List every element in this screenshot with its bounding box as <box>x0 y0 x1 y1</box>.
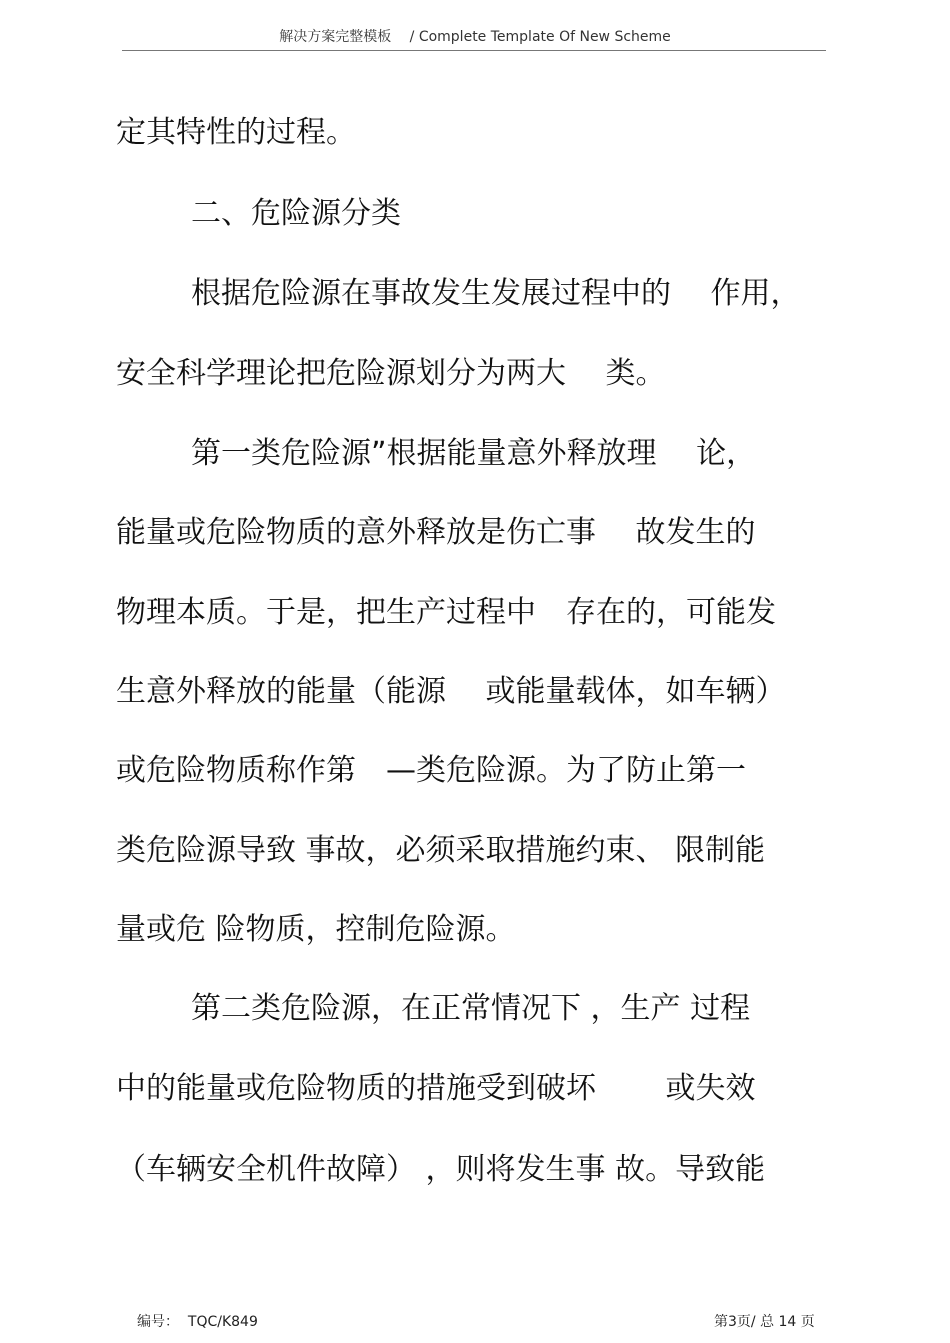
body-line: 定其特性的过程。 <box>116 115 356 150</box>
body-line: 或危险物质称作第 —类危险源。为了防止第一 <box>116 753 746 788</box>
body-line: 物理本质。于是，把生产过程中 存在的，可能发 <box>116 595 776 630</box>
header-divider <box>122 50 826 51</box>
body-line: 根据危险源在事故发生发展过程中的 作用， <box>191 276 801 311</box>
document-code: 编号： TQC/K849 <box>137 1314 258 1330</box>
page-number: 第3页/ 总 14 页 <box>714 1314 815 1330</box>
body-line: 中的能量或危险物质的措施受到破坏 或失效 <box>116 1071 756 1106</box>
section-heading: 二、危险源分类 <box>191 196 401 231</box>
body-line: 第二类危险源，在正常情况下 ，生产 过程 <box>191 991 751 1026</box>
page-header: 解决方案完整模板 / Complete Template Of New Scheme <box>279 29 671 45</box>
body-line: 安全科学理论把危险源划分为两大 类。 <box>116 356 666 391</box>
body-line: 第一类危险源”根据能量意外释放理 论， <box>191 436 757 471</box>
body-line: 量或危 险物质，控制危险源。 <box>116 912 516 947</box>
body-line: （车辆安全机件故障） ，则将发生事 故。导致能 <box>116 1152 766 1187</box>
body-line: 生意外释放的能量（能源 或能量载体，如车辆） <box>116 674 786 709</box>
body-line: 能量或危险物质的意外释放是伤亡事 故发生的 <box>116 515 756 550</box>
body-line: 类危险源导致 事故，必须采取措施约束、 限制能 <box>116 833 766 868</box>
